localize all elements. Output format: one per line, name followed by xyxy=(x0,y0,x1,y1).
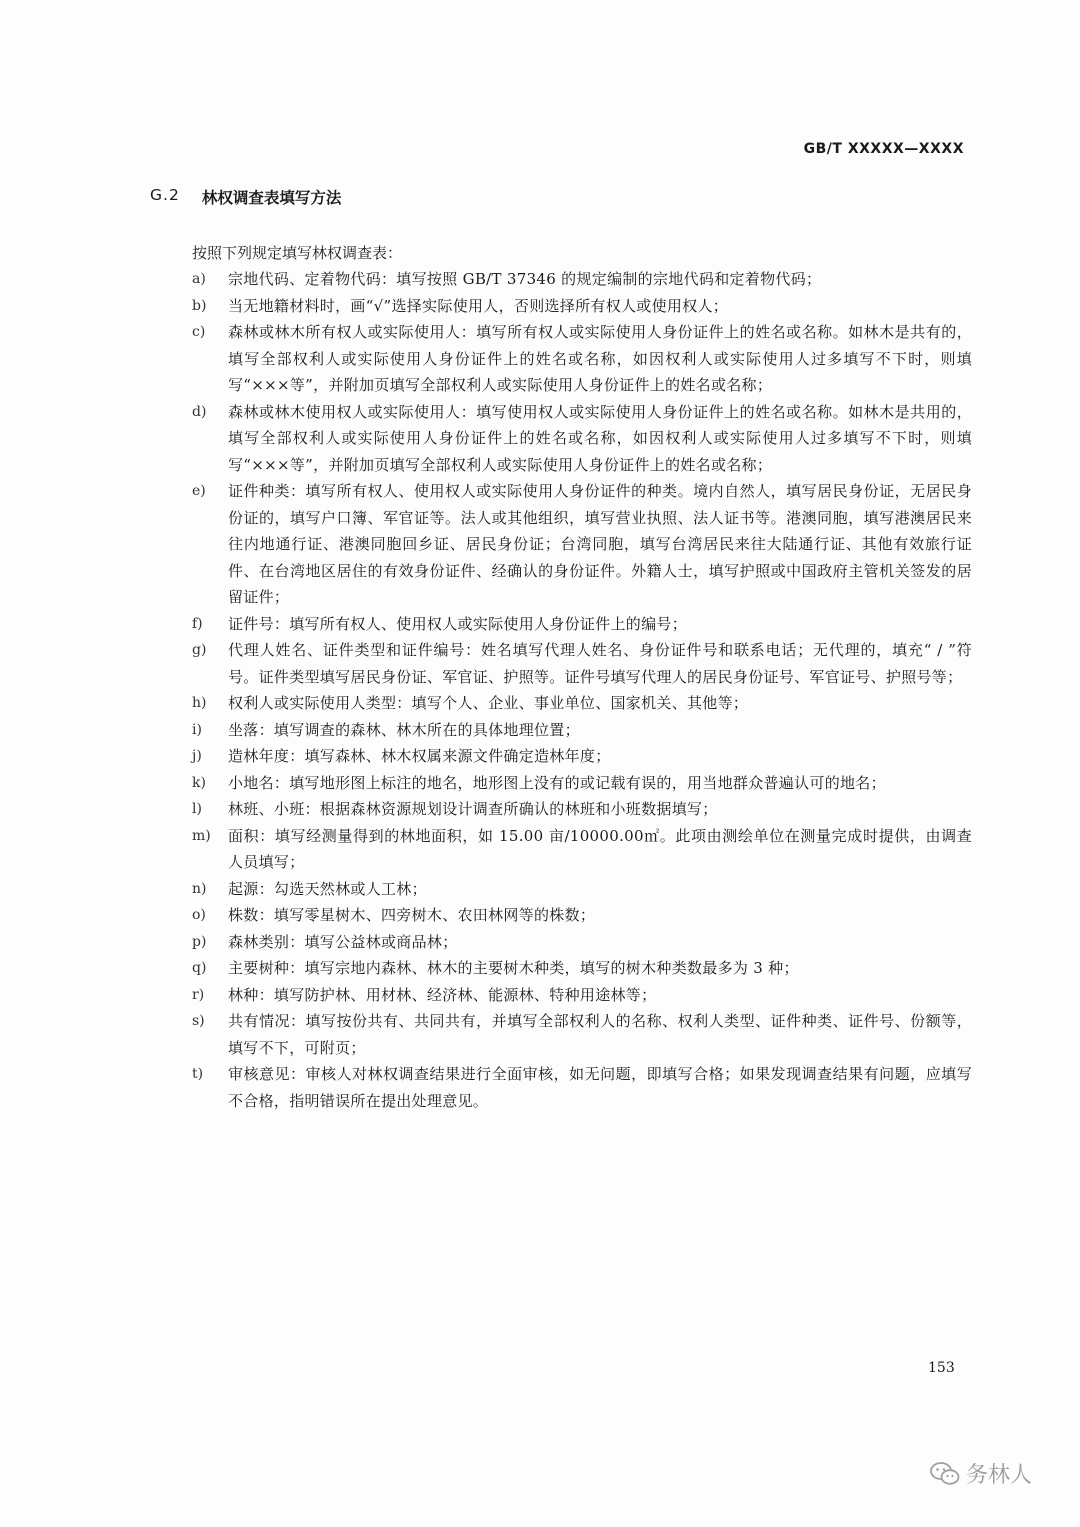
list-item-text: 面积：填写经测量得到的林地面积，如 15.00 亩/10000.00㎡。此项由测绘单位在测量完成时提供，由调查人员填写； xyxy=(228,826,972,871)
list-item-marker: j) xyxy=(192,748,202,764)
watermark-text: 务林人 xyxy=(966,1463,1033,1488)
list-item-text: 宗地代码、定着物代码：填写按照 GB/T 37346 的规定编制的宗地代码和定着物代码； xyxy=(228,270,822,288)
list-item-text: 坐落：填写调查的森林、林木所在的具体地理位置； xyxy=(228,720,580,739)
list-item-marker: s) xyxy=(192,1013,205,1029)
list-item xyxy=(192,1008,972,1061)
list-item-marker: f) xyxy=(192,615,203,632)
list-item xyxy=(192,637,972,690)
list-item-text: 证件号：填写所有权人、使用权人或实际使用人身份证件上的编号； xyxy=(228,614,688,633)
list-item xyxy=(192,796,972,823)
list-item-text: 权利人或实际使用人类型：填写个人、企业、事业单位、国家机关、其他等； xyxy=(228,694,749,712)
instruction-list xyxy=(192,266,972,1114)
watermark xyxy=(930,1458,1032,1489)
list-item xyxy=(192,266,972,293)
section-title: 林权调查表填写方法 xyxy=(201,189,342,207)
list-item xyxy=(192,293,972,320)
list-item xyxy=(192,399,972,479)
list-item-marker: h) xyxy=(192,695,207,711)
list-item-text: 森林或林木使用权人或实际使用人：填写使用权人或实际使用人身份证件上的姓名或名称。如林木是共用的，填写全部权利人或实际使用人身份证件上的姓名或名称，如因权利人或实际使用人过多填写不下时，则填写“×××等”，并附加页填写全部权利人或实际使用人身份证件上的姓名或名称； xyxy=(228,402,972,474)
list-item-marker: c) xyxy=(192,324,206,340)
list-item-text: 证件种类：填写所有权人、使用权人或实际使用人身份证件的种类。境内自然人，填写居民身份证，无居民身份证的，填写户口簿、军官证等。法人或其他组织，填写营业执照、法人证书等。港澳同胞，填写港澳居民来往内地通行证、港澳同胞回乡证、居民身份证；台湾同胞，填写台湾居民来往大陆通行证、其他有效旅行证件、在台湾地区居住的有效身份证件、经确认的身份证件。外籍人士，填写护照或中国政府主管机关签发的居留证件； xyxy=(228,482,972,606)
list-item-marker: p) xyxy=(192,933,207,950)
list-item-text: 森林或林木所有权人或实际使用人：填写所有权人或实际使用人身份证件上的姓名或名称。如林木是共有的，填写全部权利人或实际使用人身份证件上的姓名或名称，如因权利人或实际使用人过多填写不下时，则填写“×××等”，并附加页填写全部权利人或实际使用人身份证件上的姓名或名称； xyxy=(228,323,972,394)
list-item-marker: n) xyxy=(192,880,207,897)
list-item xyxy=(192,876,972,903)
list-item-text: 株数：填写零星树木、四旁树木、农田林网等的株数； xyxy=(228,906,596,924)
list-item-text: 主要树种：填写宗地内森林、林木的主要树木种类，填写的树木种类数最多为 3 种； xyxy=(228,959,799,977)
standard-code: GB/T XXXXX—XXXX xyxy=(803,141,964,157)
list-item-marker: t) xyxy=(192,1066,204,1082)
list-item-text: 造林年度：填写森林、林木权属来源文件确定造林年度； xyxy=(228,747,611,765)
list-item-marker: l) xyxy=(192,801,202,817)
list-item xyxy=(192,1061,972,1114)
list-item-text: 代理人姓名、证件类型和证件编号：姓名填写代理人姓名、身份证件号和联系电话；无代理的，填充“ / ”符号。证件类型填写居民身份证、军官证、护照等。证件号填写代理人的居民身份证号、军官证号、护照号等； xyxy=(228,641,972,686)
list-item-marker: q) xyxy=(192,960,207,976)
list-item-text: 起源：勾选天然林或人工林； xyxy=(228,879,427,898)
list-item xyxy=(192,955,972,982)
list-item-marker: g) xyxy=(192,642,207,658)
list-item-text: 审核意见：审核人对林权调查结果进行全面审核，如无问题，即填写合格；如果发现调查结果有问题，应填写不合格，指明错误所在提出处理意见。 xyxy=(228,1065,972,1110)
list-item xyxy=(192,478,972,611)
section-number: G.2 xyxy=(150,186,180,204)
list-item-text: 小地名：填写地形图上标注的地名，地形图上没有的或记载有误的，用当地群众普遍认可的地名； xyxy=(228,773,886,792)
list-item xyxy=(192,929,972,956)
list-item-marker: m) xyxy=(192,827,211,844)
section-heading xyxy=(150,186,341,208)
list-item-marker: b) xyxy=(192,297,207,314)
list-item-text: 林班、小班：根据森林资源规划设计调查所确认的林班和小班数据填写； xyxy=(228,800,718,818)
list-item-marker: a) xyxy=(192,271,206,287)
intro-text: 按照下列规定填写林权调查表： xyxy=(192,244,403,262)
list-item-text: 林种：填写防护林、用材林、经济林、能源林、特种用途林等； xyxy=(228,985,657,1004)
list-item xyxy=(192,902,972,929)
list-item xyxy=(192,690,972,717)
list-item xyxy=(192,611,972,638)
list-item-marker: e) xyxy=(192,483,206,499)
list-item-text: 当无地籍材料时，画“√”选择实际使用人，否则选择所有权人或使用权人； xyxy=(228,296,729,315)
list-item-marker: o) xyxy=(192,907,206,923)
list-item-marker: r) xyxy=(192,986,205,1003)
list-item xyxy=(192,717,972,744)
list-item xyxy=(192,823,972,876)
list-item-marker: k) xyxy=(192,774,206,791)
list-item xyxy=(192,770,972,797)
list-item xyxy=(192,743,972,770)
list-item-text: 共有情况：填写按份共有、共同共有，并填写全部权利人的名称、权利人类型、证件种类、证件号、份额等，填写不下，可附页； xyxy=(228,1012,972,1057)
page-number: 153 xyxy=(928,1360,955,1376)
list-item-marker: i) xyxy=(192,721,202,738)
list-item xyxy=(192,319,972,399)
wechat-icon xyxy=(930,1461,960,1487)
list-item-marker: d) xyxy=(192,403,207,420)
list-item xyxy=(192,982,972,1009)
list-item-text: 森林类别：填写公益林或商品林； xyxy=(228,932,458,951)
